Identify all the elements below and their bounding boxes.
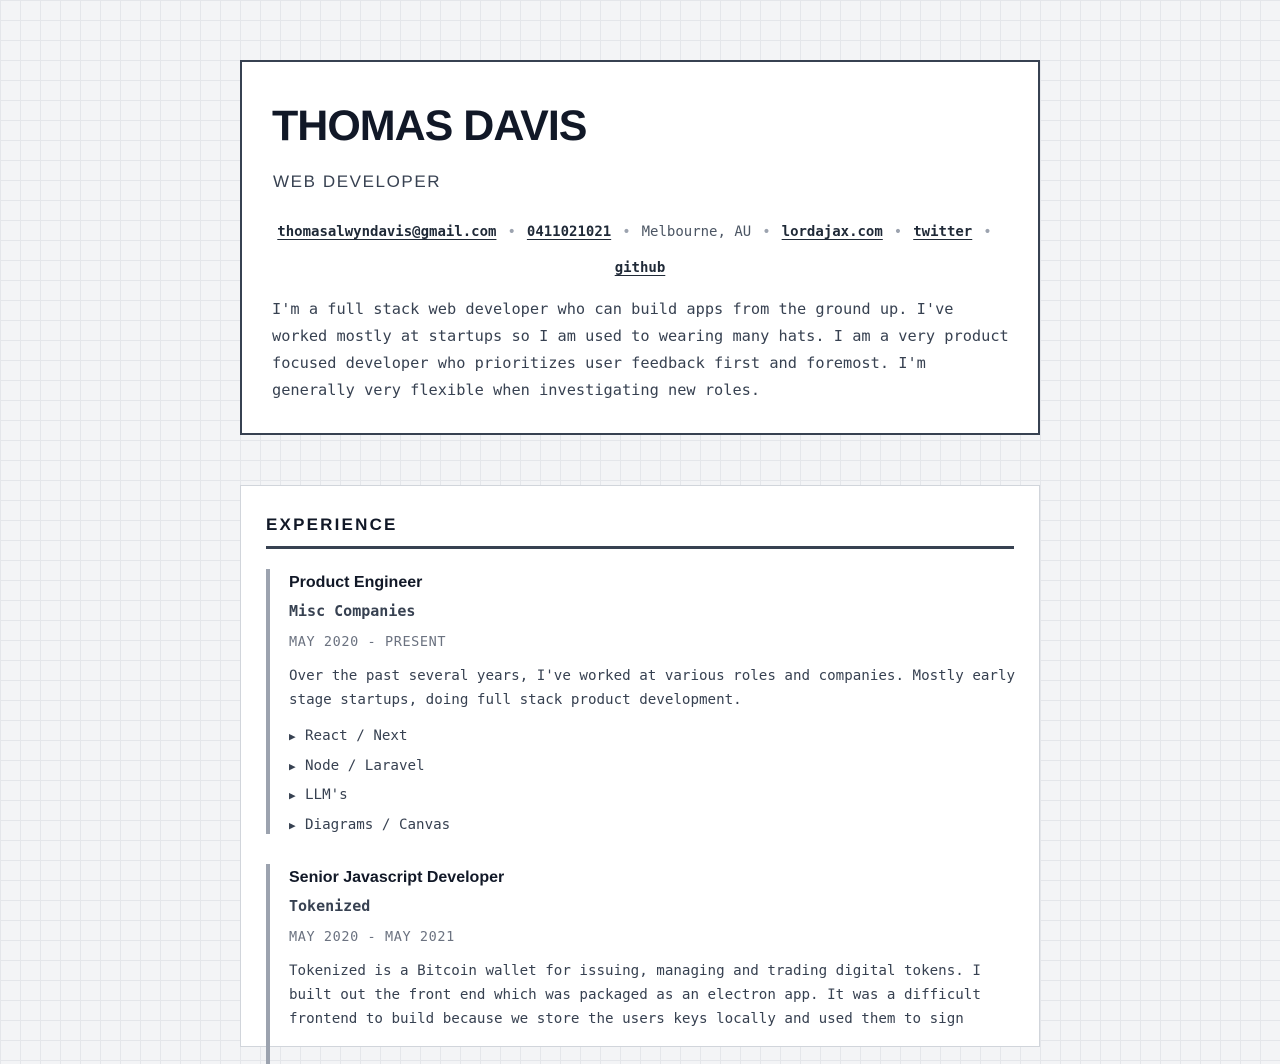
twitter-link[interactable]: twitter xyxy=(913,224,973,240)
skill-list xyxy=(289,722,1024,841)
job-dates: MAY 2020 - MAY 2021 xyxy=(289,929,455,945)
phone-link[interactable]: 0411021021 xyxy=(526,224,612,240)
separator-dot: • xyxy=(762,224,771,240)
summary-text: I'm a full stack web developer who can build apps from the ground up. I've worked mostly at startups so I am used to wearing many hats. I am a very product focused developer who prioritizes user feedback first and foremost. I'm generally very flexible when investigating new roles. xyxy=(272,300,1009,399)
job-description: Tokenized is a Bitcoin wallet for issuing, managing and trading digital tokens. I built out the front end which was packaged as an electron app. It was a difficult frontend to build because we store the users keys locally and used them to sign xyxy=(289,963,981,1027)
separator-dot: • xyxy=(983,224,992,240)
job-entry xyxy=(266,864,1024,1064)
skill-label: Diagrams / Canvas xyxy=(305,817,451,834)
section-title: EXPERIENCE xyxy=(266,515,398,534)
skill-item xyxy=(289,811,1024,841)
separator-dot: • xyxy=(507,224,516,240)
website-link[interactable]: lordajax.com xyxy=(781,224,883,240)
location-text: Melbourne, AU xyxy=(641,224,752,240)
candidate-name: THOMAS DAVIS xyxy=(272,102,587,150)
skill-label: Node / Laravel xyxy=(305,757,425,774)
separator-dot: • xyxy=(893,224,903,240)
triangle-right-icon: ▶ xyxy=(289,730,296,743)
skill-item xyxy=(289,752,1024,782)
job-dates: MAY 2020 - PRESENT xyxy=(289,634,447,650)
skill-item xyxy=(289,722,1024,752)
skill-item xyxy=(289,781,1024,811)
job-title: Senior Javascript Developer xyxy=(289,869,505,886)
triangle-right-icon: ▶ xyxy=(289,759,296,773)
company-name: Tokenized xyxy=(289,897,371,915)
section-divider xyxy=(266,546,1014,549)
skill-label: LLM's xyxy=(305,787,348,804)
candidate-role: WEB DEVELOPER xyxy=(273,172,442,191)
email-link[interactable]: thomasalwyndavis@gmail.com xyxy=(277,224,497,240)
triangle-right-icon: ▶ xyxy=(289,819,296,833)
triangle-right-icon: ▶ xyxy=(289,789,296,803)
skill-label: React / Next xyxy=(305,728,408,744)
job-entry xyxy=(266,569,1024,834)
company-name: Misc Companies xyxy=(289,602,416,620)
resume-header-card xyxy=(240,60,1040,435)
job-description: Over the past several years, I've worked at various roles and companies. Mostly early stage startups, doing full stack product development. xyxy=(289,668,1016,708)
github-link[interactable]: github xyxy=(614,260,666,276)
job-title: Product Engineer xyxy=(289,574,423,591)
contact-list xyxy=(266,214,1014,286)
experience-section xyxy=(240,485,1040,1047)
separator-dot: • xyxy=(622,224,631,240)
